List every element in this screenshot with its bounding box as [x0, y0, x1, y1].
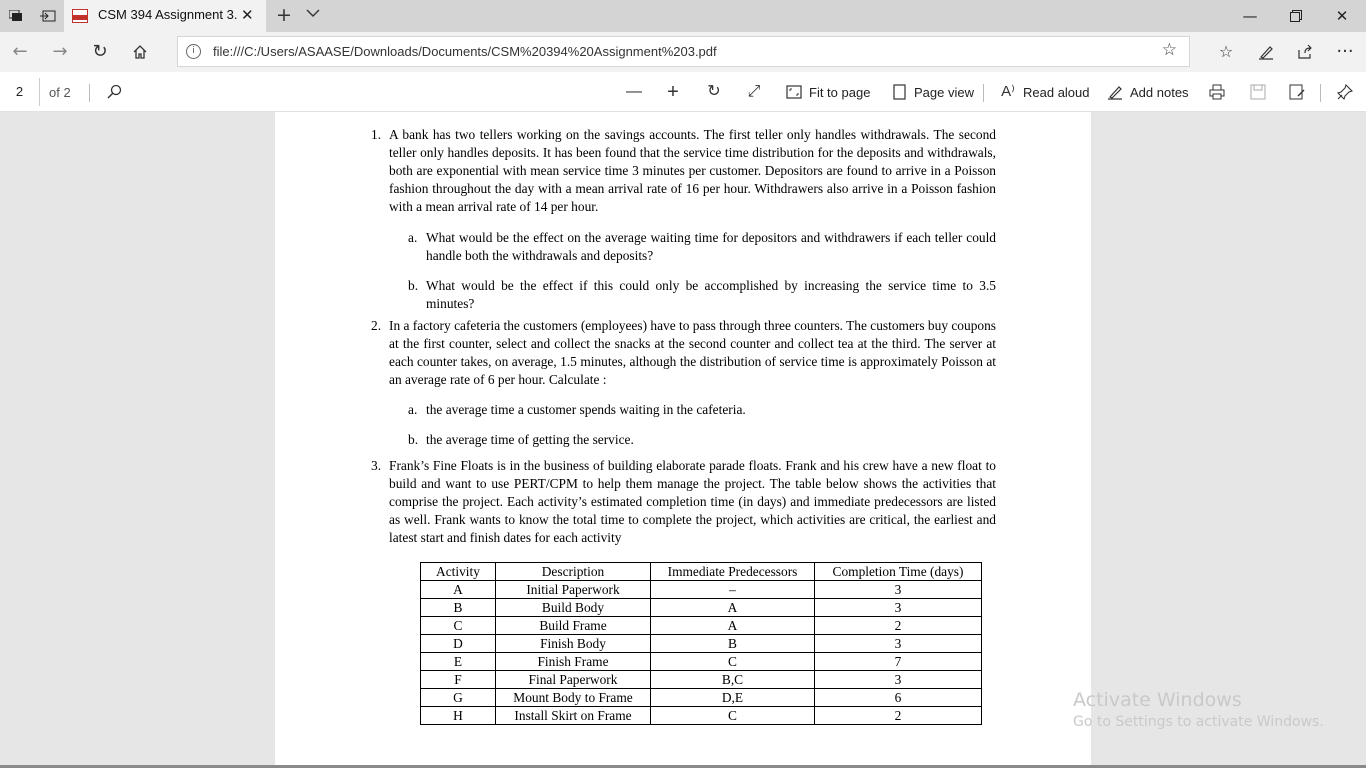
web-note-icon[interactable]	[1254, 40, 1278, 64]
table-cell: –	[651, 581, 815, 599]
pdf-toolbar	[0, 72, 1366, 112]
table-cell: D,E	[651, 689, 815, 707]
question-1b	[408, 277, 996, 313]
sub-question-text: What would be the effect on the average waiting time for depositors and withdrawers if each teller could handle both the withdrawals and deposits?	[426, 230, 996, 263]
pin-toolbar-icon[interactable]	[1334, 81, 1356, 103]
tab-pdf[interactable]	[64, 0, 266, 32]
pdf-icon	[72, 9, 88, 23]
table-cell: A	[651, 599, 815, 617]
column-header: Activity	[421, 563, 496, 581]
forward-icon[interactable]: →	[52, 41, 68, 62]
print-icon[interactable]	[1206, 81, 1228, 103]
question-3	[371, 457, 996, 547]
table-row	[421, 653, 982, 671]
set-tabs-aside-icon[interactable]	[38, 6, 58, 26]
column-header: Completion Time (days)	[815, 563, 982, 581]
table-cell: B	[421, 599, 496, 617]
table-row	[421, 689, 982, 707]
activity-table	[420, 562, 982, 725]
question-text: In a factory cafeteria the customers (employees) have to pass through three counters. The customers buy coupons at the first counter, select and collect the snacks at the second counter and collect tea at the third. The server at each counter takes, on average, 1.5 minutes, although the distribution of service time is approximately Poisson at an average rate of 6 per hour. Calculate :	[389, 318, 996, 387]
url-text[interactable]: file:///C:/Users/ASAASE/Downloads/Documents/CSM%20394%20Assignment%203.pdf	[213, 44, 717, 59]
table-row	[421, 707, 982, 725]
table-cell: 6	[815, 689, 982, 707]
activation-watermark-title: Activate Windows	[1073, 689, 1242, 711]
read-aloud-icon[interactable]: A⁾	[1001, 83, 1015, 100]
fit-to-page-icon[interactable]	[783, 81, 805, 103]
question-text: Frank’s Fine Floats is in the business of building elaborate parade floats. Frank and his crew have a new float to build and want to use PERT/CPM to help them manage the project. The table below shows the activities that comprise the project. Each activity’s estimated completion time (in days) and immediate predecessors are listed as well. Frank wants to know the total time to complete the project, which activities are critical, the earliest and latest start and finish dates for each activity	[389, 458, 996, 545]
page-total: of 2	[49, 85, 71, 100]
page-number-input[interactable]: 2	[0, 78, 40, 106]
pdf-page	[275, 112, 1091, 768]
new-tab-icon[interactable]: +	[276, 4, 292, 26]
question-text: A bank has two tellers working on the savings accounts. The first teller only handles withdrawals. The second teller only handles deposits. It has been found that the service time distribution for the deposits and withdrawals, both are exponential with mean service time 3 minutes per customer. Depositors are found to arrive in a Poisson fashion throughout the day with a mean arrival rate of 16 per hour. Withdrawers also arrive in a Poisson fashion with a mean arrival rate of 14 per hour.	[389, 127, 996, 214]
read-aloud-button[interactable]: Read aloud	[1023, 85, 1090, 100]
table-cell: 7	[815, 653, 982, 671]
restore-button[interactable]	[1276, 4, 1316, 28]
navigation-bar	[0, 32, 1366, 72]
table-cell: Build Body	[496, 599, 651, 617]
share-icon[interactable]	[1293, 40, 1317, 64]
favorites-icon[interactable]: ☆	[1218, 42, 1234, 61]
add-notes-button[interactable]: Add notes	[1130, 85, 1189, 100]
table-cell: D	[421, 635, 496, 653]
table-cell: A	[651, 617, 815, 635]
full-screen-icon[interactable]: ⤢	[747, 83, 761, 100]
sub-question-text: the average time of getting the service.	[426, 432, 634, 447]
sub-question-text: What would be the effect if this could only be accomplished by increasing the service time to 3.5 minutes?	[426, 278, 996, 311]
table-cell: A	[421, 581, 496, 599]
table-row	[421, 581, 982, 599]
sub-question-label: a.	[408, 402, 418, 417]
table-cell: Finish Body	[496, 635, 651, 653]
table-cell: C	[651, 653, 815, 671]
table-cell: Finish Frame	[496, 653, 651, 671]
table-cell: 3	[815, 671, 982, 689]
table-row	[421, 671, 982, 689]
refresh-icon[interactable]: ↻	[92, 41, 108, 62]
save-as-icon[interactable]	[1286, 81, 1308, 103]
sub-question-text: the average time a customer spends waiting in the cafeteria.	[426, 402, 746, 417]
table-cell: H	[421, 707, 496, 725]
table-cell: 3	[815, 581, 982, 599]
table-cell: G	[421, 689, 496, 707]
save-icon[interactable]	[1247, 81, 1269, 103]
divider	[89, 84, 90, 102]
divider	[1320, 84, 1321, 102]
question-number: 1.	[371, 127, 382, 142]
favorite-star-icon[interactable]: ☆	[1161, 40, 1177, 60]
close-window-button[interactable]: ✕	[1335, 7, 1349, 25]
home-icon[interactable]	[128, 40, 152, 64]
table-cell: Initial Paperwork	[496, 581, 651, 599]
question-2	[371, 317, 996, 389]
question-2b	[408, 431, 996, 449]
question-2a	[408, 401, 996, 419]
question-1a	[408, 229, 996, 265]
rotate-icon[interactable]: ↻	[707, 83, 721, 100]
tab-preview-chevron-icon[interactable]	[306, 7, 320, 22]
search-icon[interactable]	[103, 81, 125, 103]
table-cell: Install Skirt on Frame	[496, 707, 651, 725]
table-header-row	[421, 563, 982, 581]
question-number: 3.	[371, 458, 382, 473]
address-bar[interactable]	[177, 36, 1190, 67]
minimize-button[interactable]: —	[1242, 7, 1258, 25]
table-cell: C	[651, 707, 815, 725]
tab-list-icon[interactable]	[6, 6, 26, 26]
zoom-out-icon[interactable]: —	[626, 83, 642, 100]
fit-to-page-button[interactable]: Fit to page	[809, 85, 871, 100]
table-cell: 2	[815, 707, 982, 725]
table-cell: Build Frame	[496, 617, 651, 635]
page-view-icon[interactable]	[888, 81, 910, 103]
table-row	[421, 635, 982, 653]
question-1	[371, 126, 996, 216]
table-cell: B	[651, 635, 815, 653]
column-header: Immediate Predecessors	[651, 563, 815, 581]
back-icon[interactable]: ←	[12, 41, 28, 62]
add-notes-icon[interactable]	[1104, 81, 1126, 103]
sub-question-label: b.	[408, 278, 419, 293]
table-cell: 3	[815, 599, 982, 617]
table-cell: 3	[815, 635, 982, 653]
table-cell: 2	[815, 617, 982, 635]
question-number: 2.	[371, 318, 382, 333]
sub-question-label: b.	[408, 432, 419, 447]
sub-question-label: a.	[408, 230, 418, 245]
table-cell: F	[421, 671, 496, 689]
activation-watermark-text: Go to Settings to activate Windows.	[1073, 714, 1324, 730]
table-cell: B,C	[651, 671, 815, 689]
table-cell: E	[421, 653, 496, 671]
table-cell: Final Paperwork	[496, 671, 651, 689]
page-view-button[interactable]: Page view	[914, 85, 974, 100]
table-cell: C	[421, 617, 496, 635]
tab-bar	[0, 0, 1366, 32]
divider	[983, 84, 984, 102]
more-icon[interactable]: ···	[1336, 41, 1354, 62]
zoom-in-icon[interactable]: +	[667, 81, 679, 103]
column-header: Description	[496, 563, 651, 581]
tab-title: CSM 394 Assignment 3.	[98, 7, 238, 22]
table-row	[421, 617, 982, 635]
info-icon[interactable]: i	[186, 44, 201, 59]
table-cell: Mount Body to Frame	[496, 689, 651, 707]
close-tab-icon[interactable]: ✕	[241, 6, 254, 24]
table-row	[421, 599, 982, 617]
